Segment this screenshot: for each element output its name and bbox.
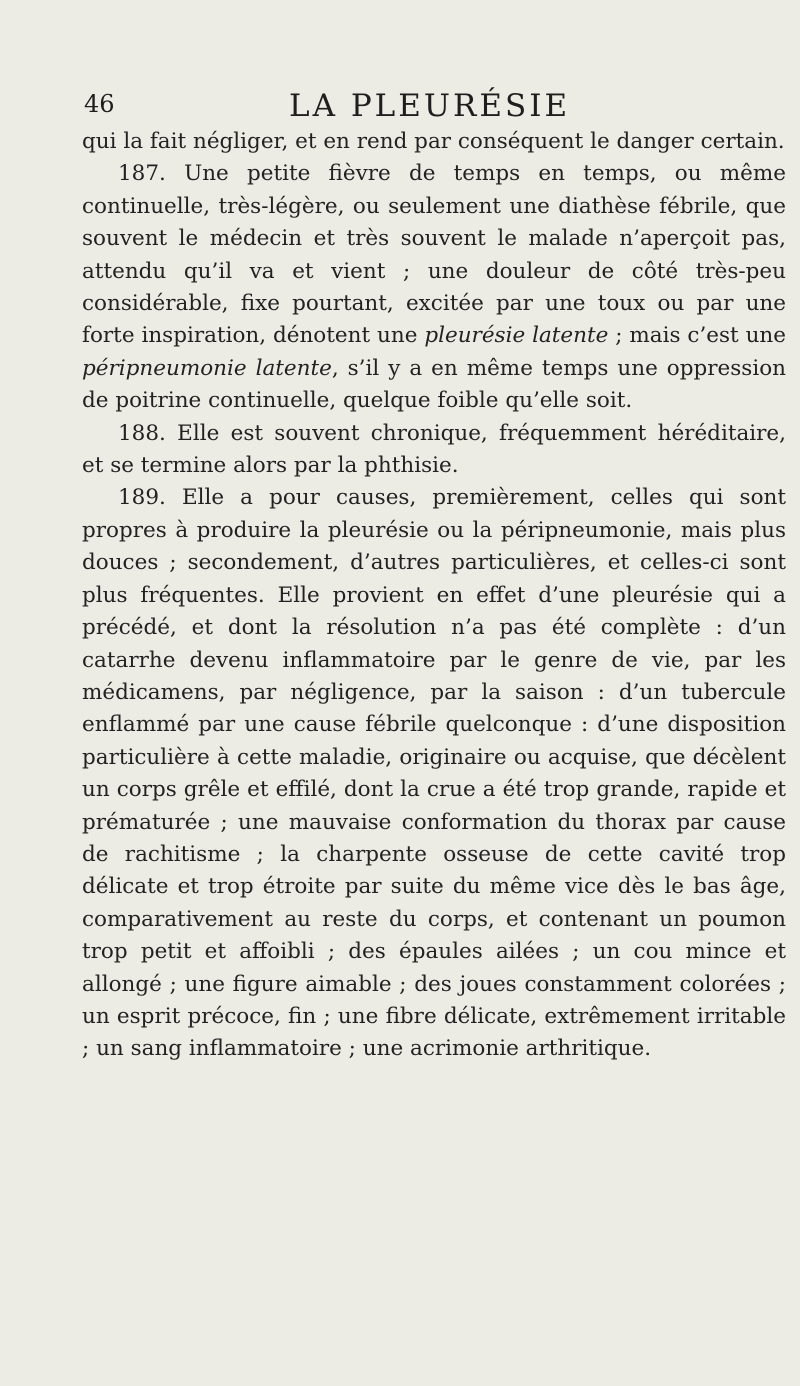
paragraph-187 xyxy=(82,158,786,417)
page-number: 46 xyxy=(84,90,115,118)
paragraph-text: 187. Une petite fièvre de temps en temps, ou même continuelle, très-légère, ou seulement une diathèse fébrile, que souvent le médecin et très souvent le malade n’aperçoit pas, attendu qu’il va et vient ; une douleur de côté très-peu considérable, fixe pourtant, excitée par une toux ou par une forte inspiration, dénotent une xyxy=(82,161,786,349)
body-text xyxy=(82,126,786,1066)
italic-term: pleurésie latente xyxy=(424,323,609,349)
paragraph-continuation: qui la fait négliger, et en rend par conséquent le danger certain. xyxy=(82,129,785,154)
running-title: LA PLEURÉSIE xyxy=(289,88,571,124)
paragraph-189: 189. Elle a pour causes, premièrement, celles qui sont propres à produire la pleurésie ou la péripneumonie, mais plus douces ; secondement, d’autres particulières, et celles-ci sont plus fréquentes. Elle provient en effet d’une pleurésie qui a précédé, et dont la résolution n’a pas été complète : d’un catarrhe devenu inflammatoire par le genre de vie, par les médicamens, par négligence, par la saison : d’un tubercule enflammé par une cause fébrile quelconque : d’une disposition particulière à cette maladie, originaire ou acquise, que décèlent un corps grêle et effilé, dont la crue a été trop grande, rapide et prématurée ; une mauvaise conformation du thorax par cause de rachitisme ; la charpente osseuse de cette cavité trop délicate et trop étroite par suite du même vice dès le bas âge, comparativement au reste du corps, et contenant un poumon trop petit et affoibli ; des épaules ailées ; un cou mince et allongé ; une figure aimable ; des joues constamment colorées ; un esprit précoce, fin ; une fibre délicate, extrêmement irritable ; un sang inflammatoire ; une acrimonie arthritique. xyxy=(82,485,786,1062)
paragraph-188: 188. Elle est souvent chronique, fréquemment héréditaire, et se termine alors par la phthisie. xyxy=(82,420,786,479)
paragraph-text: ; mais c’est une xyxy=(608,323,786,349)
page-header xyxy=(84,88,784,128)
paragraph-text: , s’il y a en même temps une oppression de poitrine continuelle, quelque foible qu’elle soit. xyxy=(82,355,786,414)
italic-term: péripneumonie latente xyxy=(82,355,332,381)
